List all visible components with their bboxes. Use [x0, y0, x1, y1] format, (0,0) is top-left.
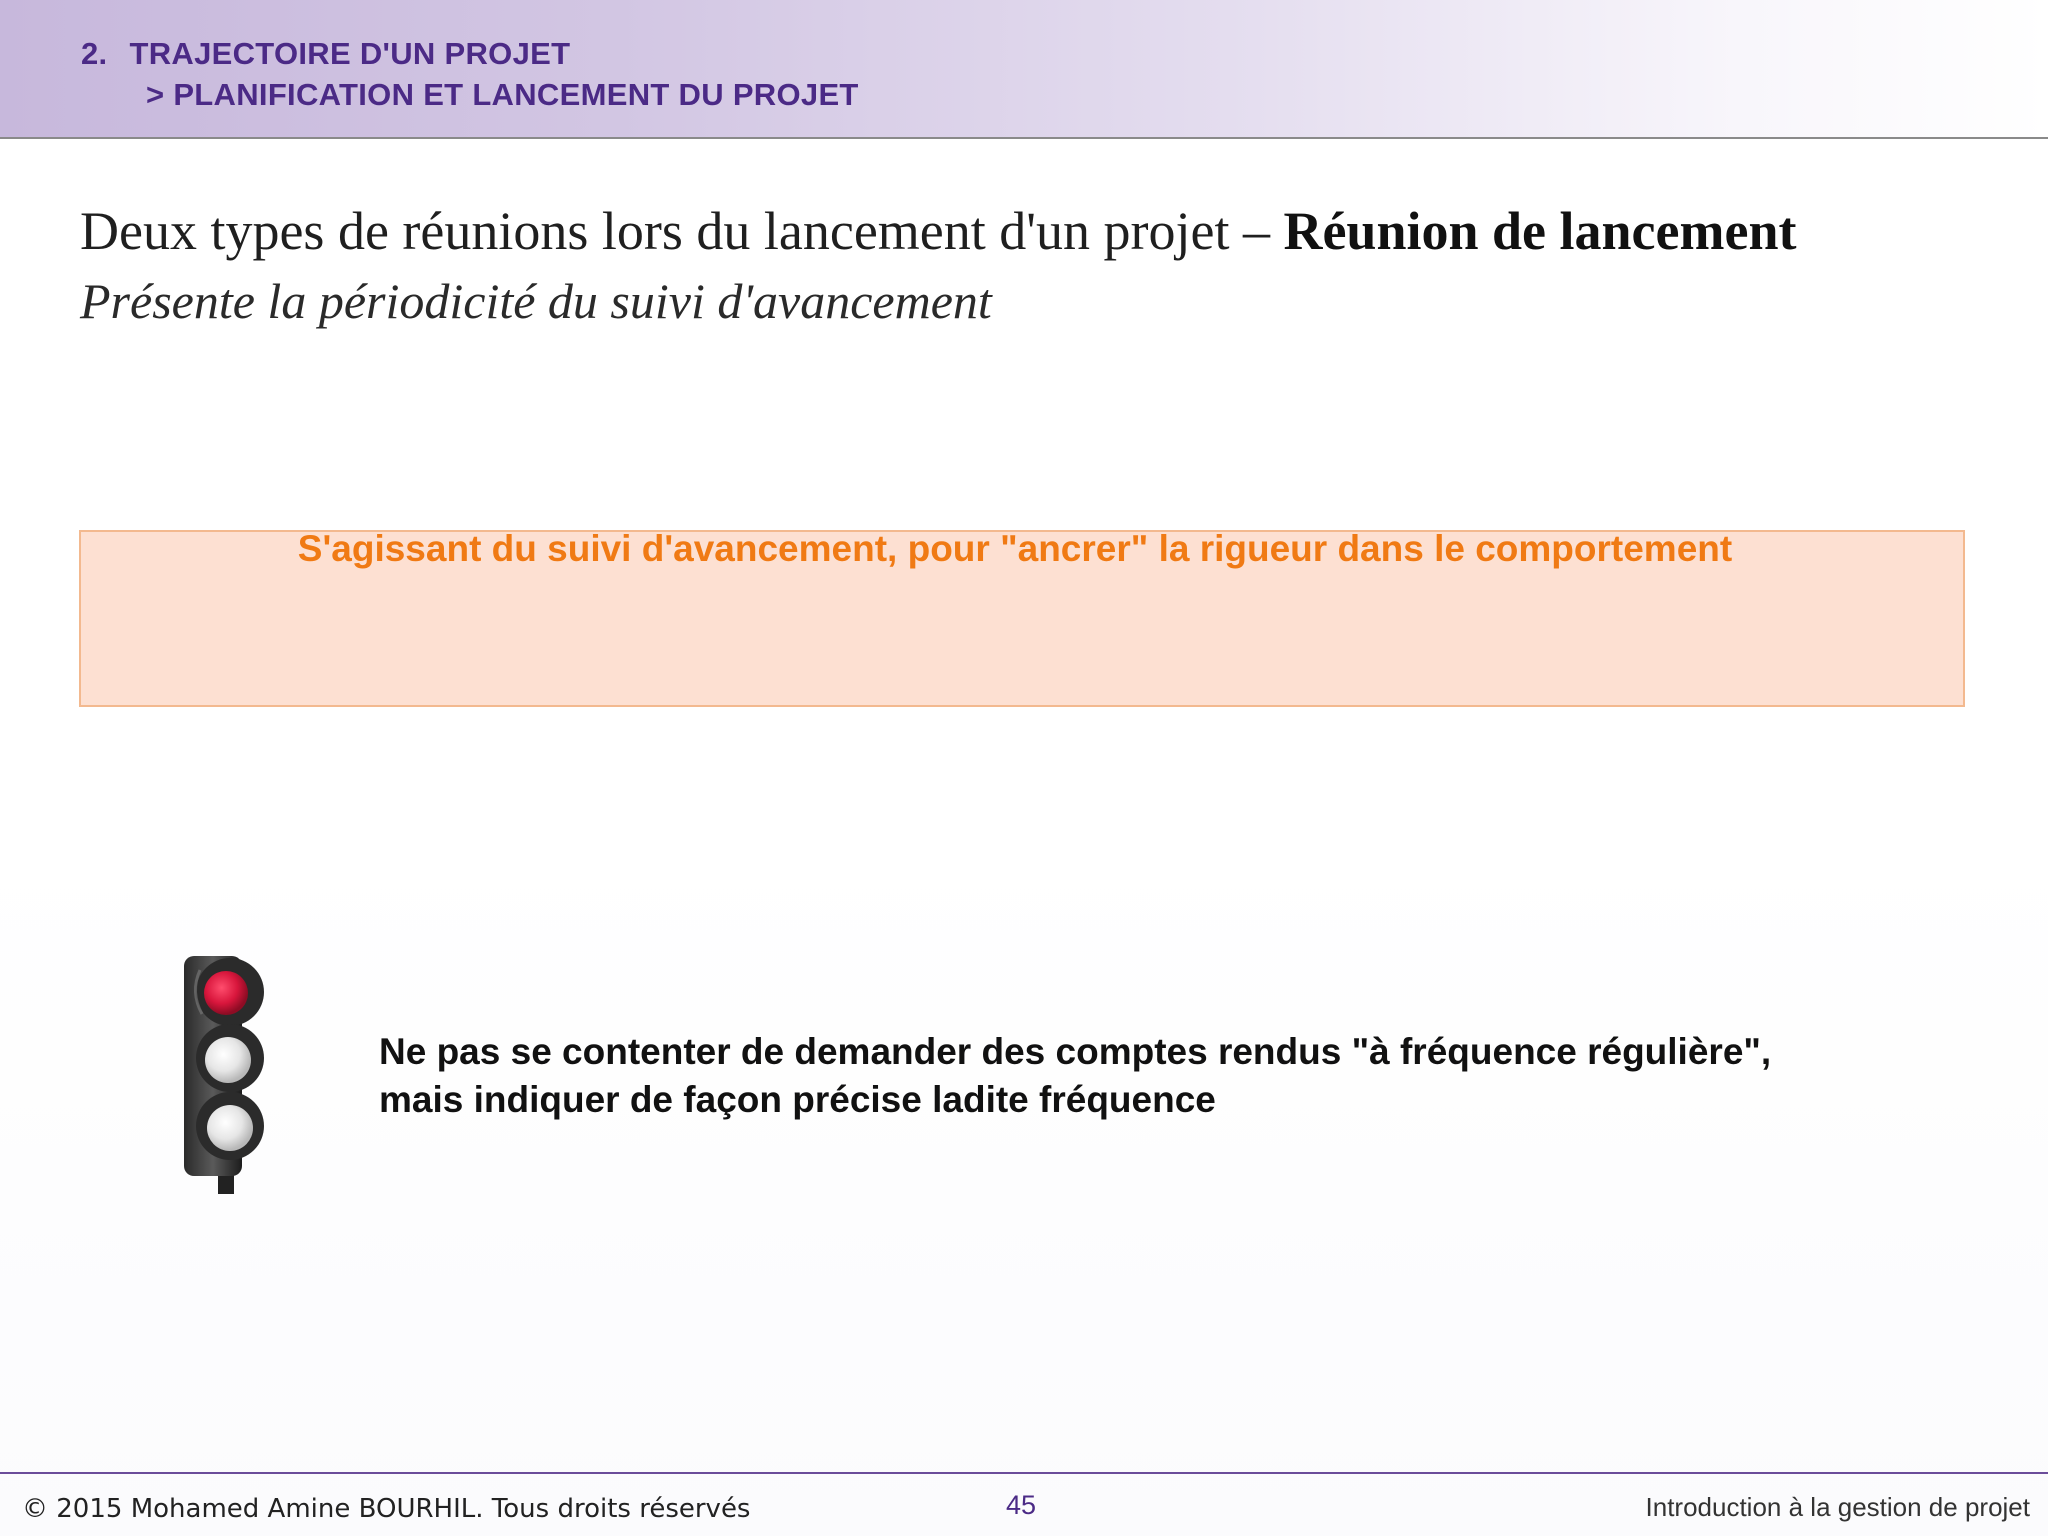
page-title-regular: Deux types de réunions lors du lancement d'un projet –	[80, 201, 1284, 261]
page-title	[80, 200, 1796, 262]
footer-divider	[0, 1472, 2048, 1474]
footer-copyright: © 2015 Mohamed Amine BOURHIL. Tous droits réservés	[22, 1494, 751, 1524]
red-lamp	[204, 971, 248, 1015]
page-title-bold: Réunion de lancement	[1283, 201, 1797, 261]
section-heading	[81, 36, 570, 72]
page-number: 45	[1006, 1490, 1037, 1520]
footer-course-title: Introduction à la gestion de projet	[1645, 1492, 2030, 1522]
body-line-2: mais indiquer de façon précise ladite fréquence	[379, 1079, 1216, 1120]
page-subtitle: Présente la périodicité du suivi d'avancement	[80, 273, 992, 329]
section-number: 2.	[81, 36, 108, 71]
green-lamp	[207, 1105, 253, 1151]
traffic-light-icon	[170, 940, 290, 1200]
subsection-heading: > PLANIFICATION ET LANCEMENT DU PROJET	[146, 77, 859, 112]
body-text	[379, 1028, 1771, 1124]
callout-text: S'agissant du suivi d'avancement, pour "ancrer" la rigueur dans le comportement	[297, 528, 1733, 569]
header-band	[0, 0, 2048, 139]
section-title: TRAJECTOIRE D'UN PROJET	[129, 36, 571, 71]
amber-lamp	[205, 1037, 251, 1083]
body-line-1: Ne pas se contenter de demander des comptes rendus "à fréquence régulière",	[379, 1031, 1772, 1072]
